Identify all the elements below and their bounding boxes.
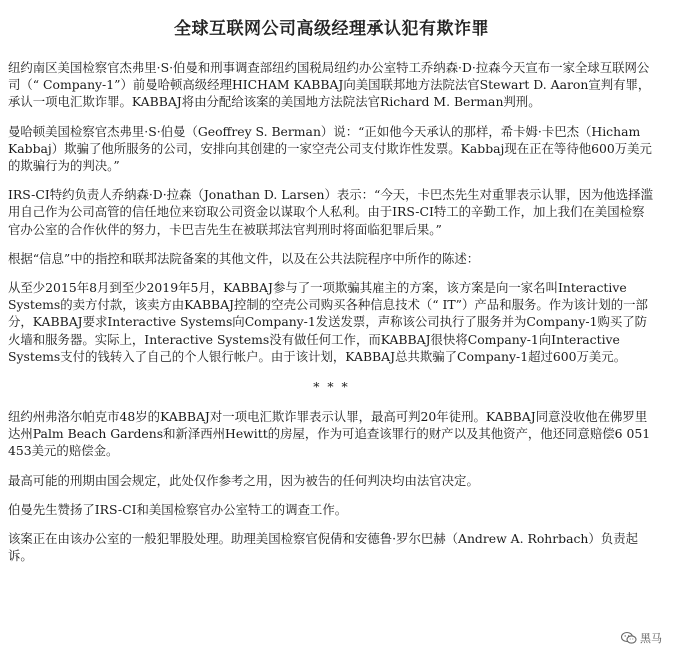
- article-paragraph: 从至少2015年8月到至少2019年5月，KABBAJ参与了一项欺骗其雇主的方案，该方案是向一家名叫Interactive Systems的卖方付款，该卖方由KABBAJ控制的空壳公司购买各种信息技术（“ IT”）产品和服务。作为该计划的一部分，KABBAJ要求Interactive Systems向Company-1发送发票，声称该公司执行了服务并为Company-1购买了防火墙和服务器。实际上，Interactive Systems没有做任何工作，而KABBAJ很快将Company-1向Interactive Systems支付的钱转入了自己的个人银行帐户。由于该计划，KABBAJ总共欺骗了Company-1超过600万美元。: [8, 280, 648, 364]
- article-title: 全球互联网公司高级经理承认犯有欺诈罪: [174, 19, 489, 39]
- wechat-icon: [621, 631, 637, 645]
- article-paragraph: 纽约州弗洛尔帕克市48岁的KABBAJ对一项电汇欺诈罪表示认罪，最高可判20年徒刑。KABBAJ同意没收他在佛罗里达州Palm Beach Gardens和新泽西州Hewitt的房屋，作为可追查该罪行的财产以及其他资产，他还同意赔偿6 051 453美元的赔偿金。: [8, 409, 651, 459]
- article-paragraph: 最高可能的刑期由国会规定，此处仅作参考之用，因为被告的任何判决均由法官决定。: [8, 472, 479, 488]
- article-paragraph: 曼哈顿美国检察官杰弗里·S·伯曼（Geoffrey S. Berman）说：“正如他今天承认的那样，希卡姆·卡巴杰（Hicham Kabbaj）欺骗了他所服务的公司，安排向其创建的一家空壳公司支付欺诈性发票。Kabbaj现在正在等待他600万美元的欺骗行为的判决。”: [8, 123, 652, 174]
- article-paragraph: IRS-CI特约负责人乔纳森·D·拉森（Jonathan D. Larsen）表示：“今天，卡巴杰先生对重罪表示认罪，因为他选择滥用自己作为公司高管的信任地位来窃取公司资金以谋取个人私利。由于IRS-CI特工的辛勤工作，加上我们在美国检察官办公室的合作伙伴的努力，卡巴吉先生在被联邦法官判刑时将面临犯罪后果。”: [8, 187, 653, 237]
- article-paragraph: 纽约南区美国检察官杰弗里·S·伯曼和刑事调查部纽约国税局纽约办公室特工乔纳森·D·拉森今天宣布一家全球互联网公司（“ Company-1”）前曼哈顿高级经理HICHAM KABBAJ向美国联邦地方法院法官Stewart D. Aaron宣判有罪，承认一项电汇欺诈罪。KABBAJ将由分配给该案的美国地方法院法官Richard M. Berman判刑。: [8, 60, 651, 110]
- article-paragraph: 伯曼先生赞扬了IRS-CI和美国检察官办公室特工的调查工作。: [8, 501, 348, 517]
- watermark-text: 黑马: [640, 632, 662, 645]
- watermark: [618, 629, 665, 647]
- article-paragraph: 根据“信息”中的指控和联邦法院备案的其他文件，以及在公共法院程序中所作的陈述：: [8, 250, 480, 266]
- section-separator: * * *: [313, 379, 350, 395]
- article-paragraph: 该案正在由该办公室的一般犯罪股处理。助理美国检察官倪倩和安德鲁·罗尔巴赫（Andrew A. Rohrbach）负责起诉。: [8, 531, 638, 564]
